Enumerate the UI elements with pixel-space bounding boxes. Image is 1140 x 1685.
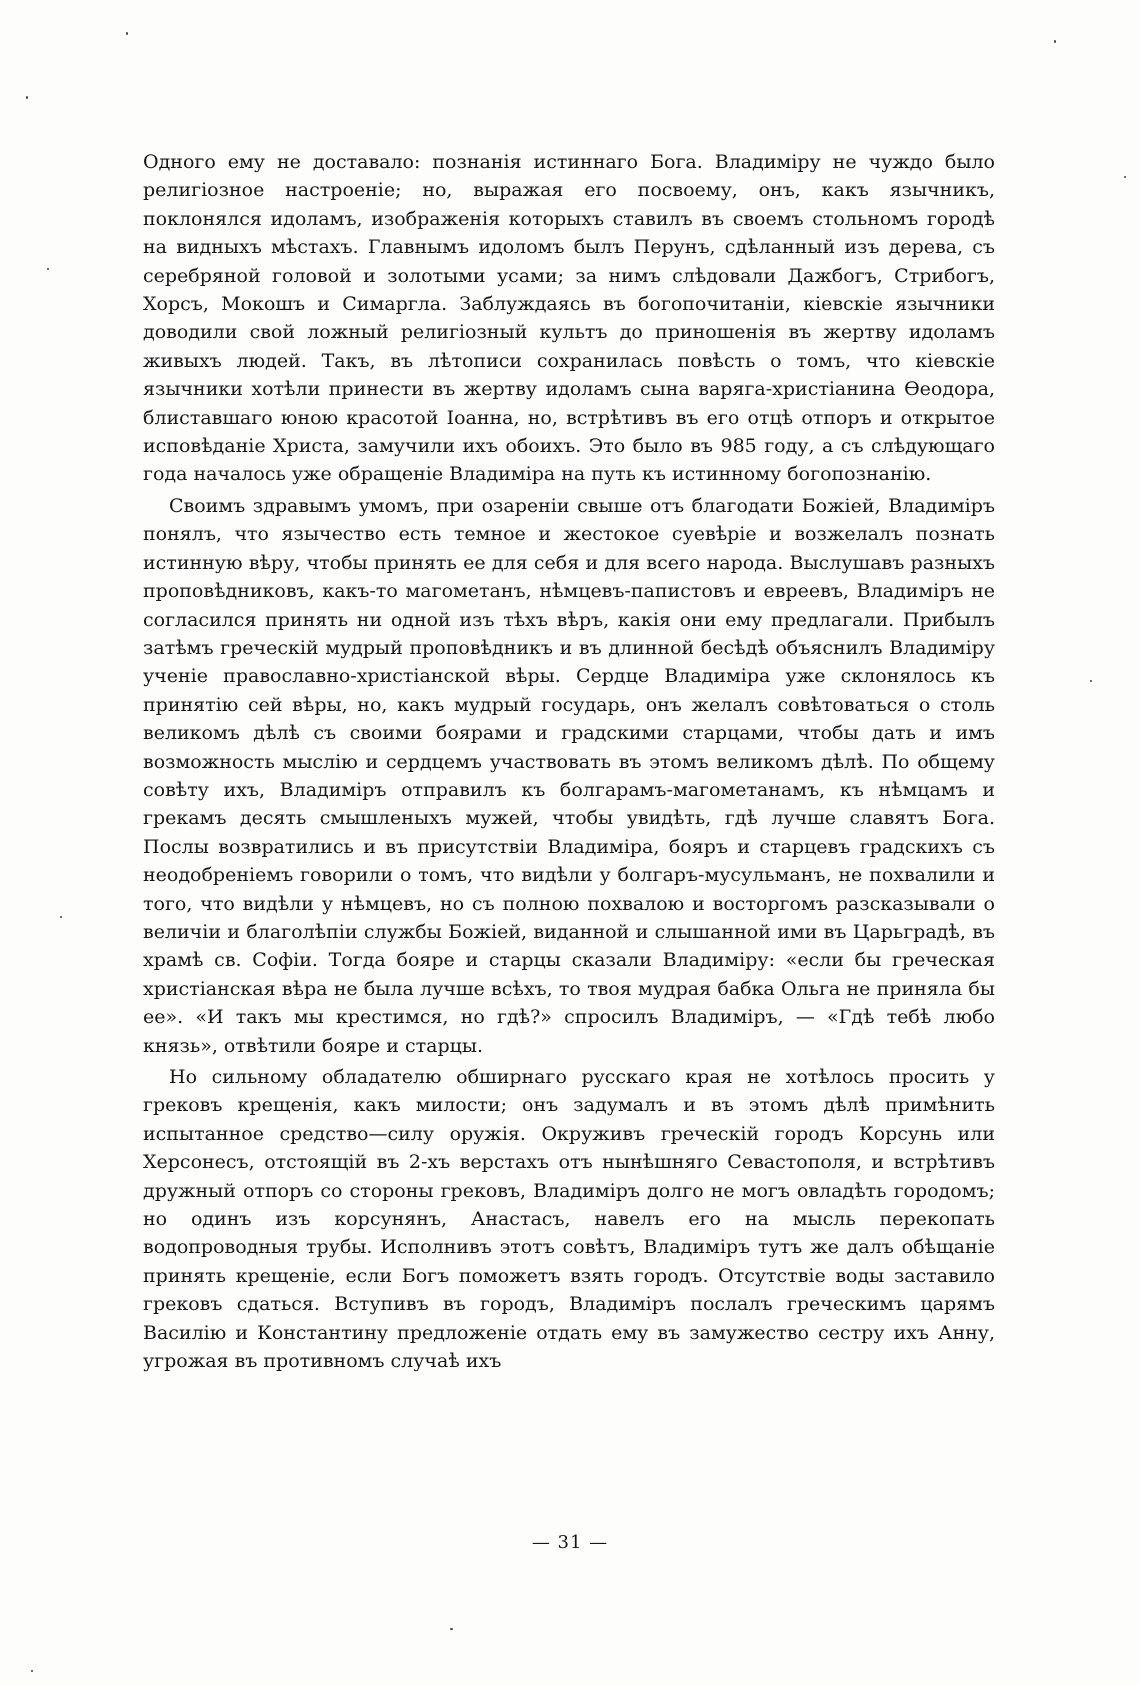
- scan-speck: [47, 268, 49, 270]
- scan-speck: [26, 96, 28, 99]
- paragraph-1: Одного ему не доставало: познанія истиннаго Бога. Владиміру не чуждо было религіозное настроеніе; но, выражая его посвоему, онъ, какъ язычникъ, поклонялся идоламъ, изображенія которыхъ ставилъ въ своемъ стольномъ городѣ на видныхъ мѣстахъ. Главнымъ идоломъ былъ Перунъ, сдѣланный изъ дерева, съ серебряной головой и золотыми усами; за нимъ слѣдовали Дажбогъ, Стрибогъ, Хорсъ, Мокошъ и Симаргла. Заблуждаясь въ богопочитаніи, кіевскіе язычники доводили свой ложный религіозный культъ до приношенія въ жертву идоламъ живыхъ людей. Такъ, въ лѣтописи сохранилась повѣсть о томъ, что кіевскіе язычники хотѣли принести въ жертву идоламъ сына варяга-христіанина Ѳеодора, блиставшаго юною красотой Іоанна, но, встрѣтивъ въ его отцѣ отпоръ и открытое исповѣданіе Христа, замучили ихъ обоихъ. Это было въ 985 году, а съ слѣдующаго года началось уже обращеніе Владиміра на путь къ истинному богопознанію.: [143, 151, 995, 486]
- scan-speck: [1090, 680, 1092, 682]
- paragraph-2: Своимъ здравымъ умомъ, при озареніи свыше отъ благодати Божіей, Владиміръ понялъ, что язычество есть темное и жестокое суевѣріе и возжелалъ познать истинную вѣру, чтобы принять ее для себя и для всего народа. Выслушавъ разныхъ проповѣдниковъ, какъ-то магометанъ, нѣмцевъ-папистовъ и евреевъ, Владиміръ не согласился принять ни одной изъ тѣхъ вѣръ, какія они ему предлагали. Прибылъ затѣмъ греческій мудрый проповѣдникъ и въ длинной бесѣдѣ объяснилъ Владиміру ученіе православно-христіанской вѣры. Сердце Владиміра уже склонялось къ принятію сей вѣры, но, какъ мудрый государь, онъ желалъ совѣтоваться о столь великомъ дѣлѣ съ своими боярами и градскими старцами, чтобы дать и имъ возможность мыслію и сердцемъ участвовать въ этомъ великомъ дѣлѣ. По общему совѣту ихъ, Владиміръ отправилъ къ болгарамъ-магометанамъ, къ нѣмцамъ и грекамъ десять смышленыхъ мужей, чтобы увидѣть, гдѣ лучше славятъ Бога. Послы возвратились и въ присутствіи Владиміра, бояръ и старцевъ градскихъ съ неодобреніемъ говорили о томъ, что видѣли у болгаръ-мусульманъ, не похвалили и того, что видѣли у нѣмцевъ, но съ полною похвалою и восторгомъ разсказывали о величіи и благолѣпіи службы Божіей, виданной и слышанной ими въ Царьградѣ, въ храмѣ св. Софіи. Тогда бояре и старцы сказали Владиміру: «если бы греческая христіанская вѣра не была лучше всѣхъ, то твоя мудрая бабка Ольга не приняла бы ее». «И такъ мы крестимся, но гдѣ?» спросилъ Владиміръ, — «Гдѣ тебѣ любо князь», отвѣтили бояре и старцы.: [143, 494, 995, 1057]
- paragraph-3: Но сильному обладателю обширнаго русскаго края не хотѣлось просить у грековъ крещенія, какъ милости; онъ задумалъ и въ этомъ дѣлѣ примѣнить испытанное средство—силу оружія. Окруживъ греческій городъ Корсунь или Херсонесъ, отстоящій въ 2-хъ верстахъ отъ нынѣшняго Севастополя, и встрѣтивъ дружный отпоръ со стороны грековъ, Владиміръ долго не могъ овладѣть городомъ; но одинъ изъ корсунянъ, Анастасъ, навелъ его на мысль перекопать водопроводныя трубы. Исполнивъ этотъ совѣтъ, Владиміръ тутъ же далъ обѣщаніе принять крещеніе, если Богъ поможетъ взять городъ. Отсутствіе воды заставило грековъ сдаться. Вступивъ въ городъ, Владиміръ послалъ греческимъ царямъ Василію и Константину предложеніе отдать ему въ замужество сестру ихъ Анну, угрожая въ противномъ случаѣ ихъ: [143, 1066, 995, 1373]
- scan-speck: [1054, 40, 1056, 43]
- body-text: [143, 148, 995, 1375]
- scan-speck: [450, 1628, 453, 1630]
- scan-speck: [60, 916, 62, 918]
- scan-speck: [1124, 176, 1126, 178]
- page-number: — 31 —: [531, 1532, 609, 1553]
- scan-speck: [31, 1670, 33, 1672]
- scan-speck: [126, 32, 128, 35]
